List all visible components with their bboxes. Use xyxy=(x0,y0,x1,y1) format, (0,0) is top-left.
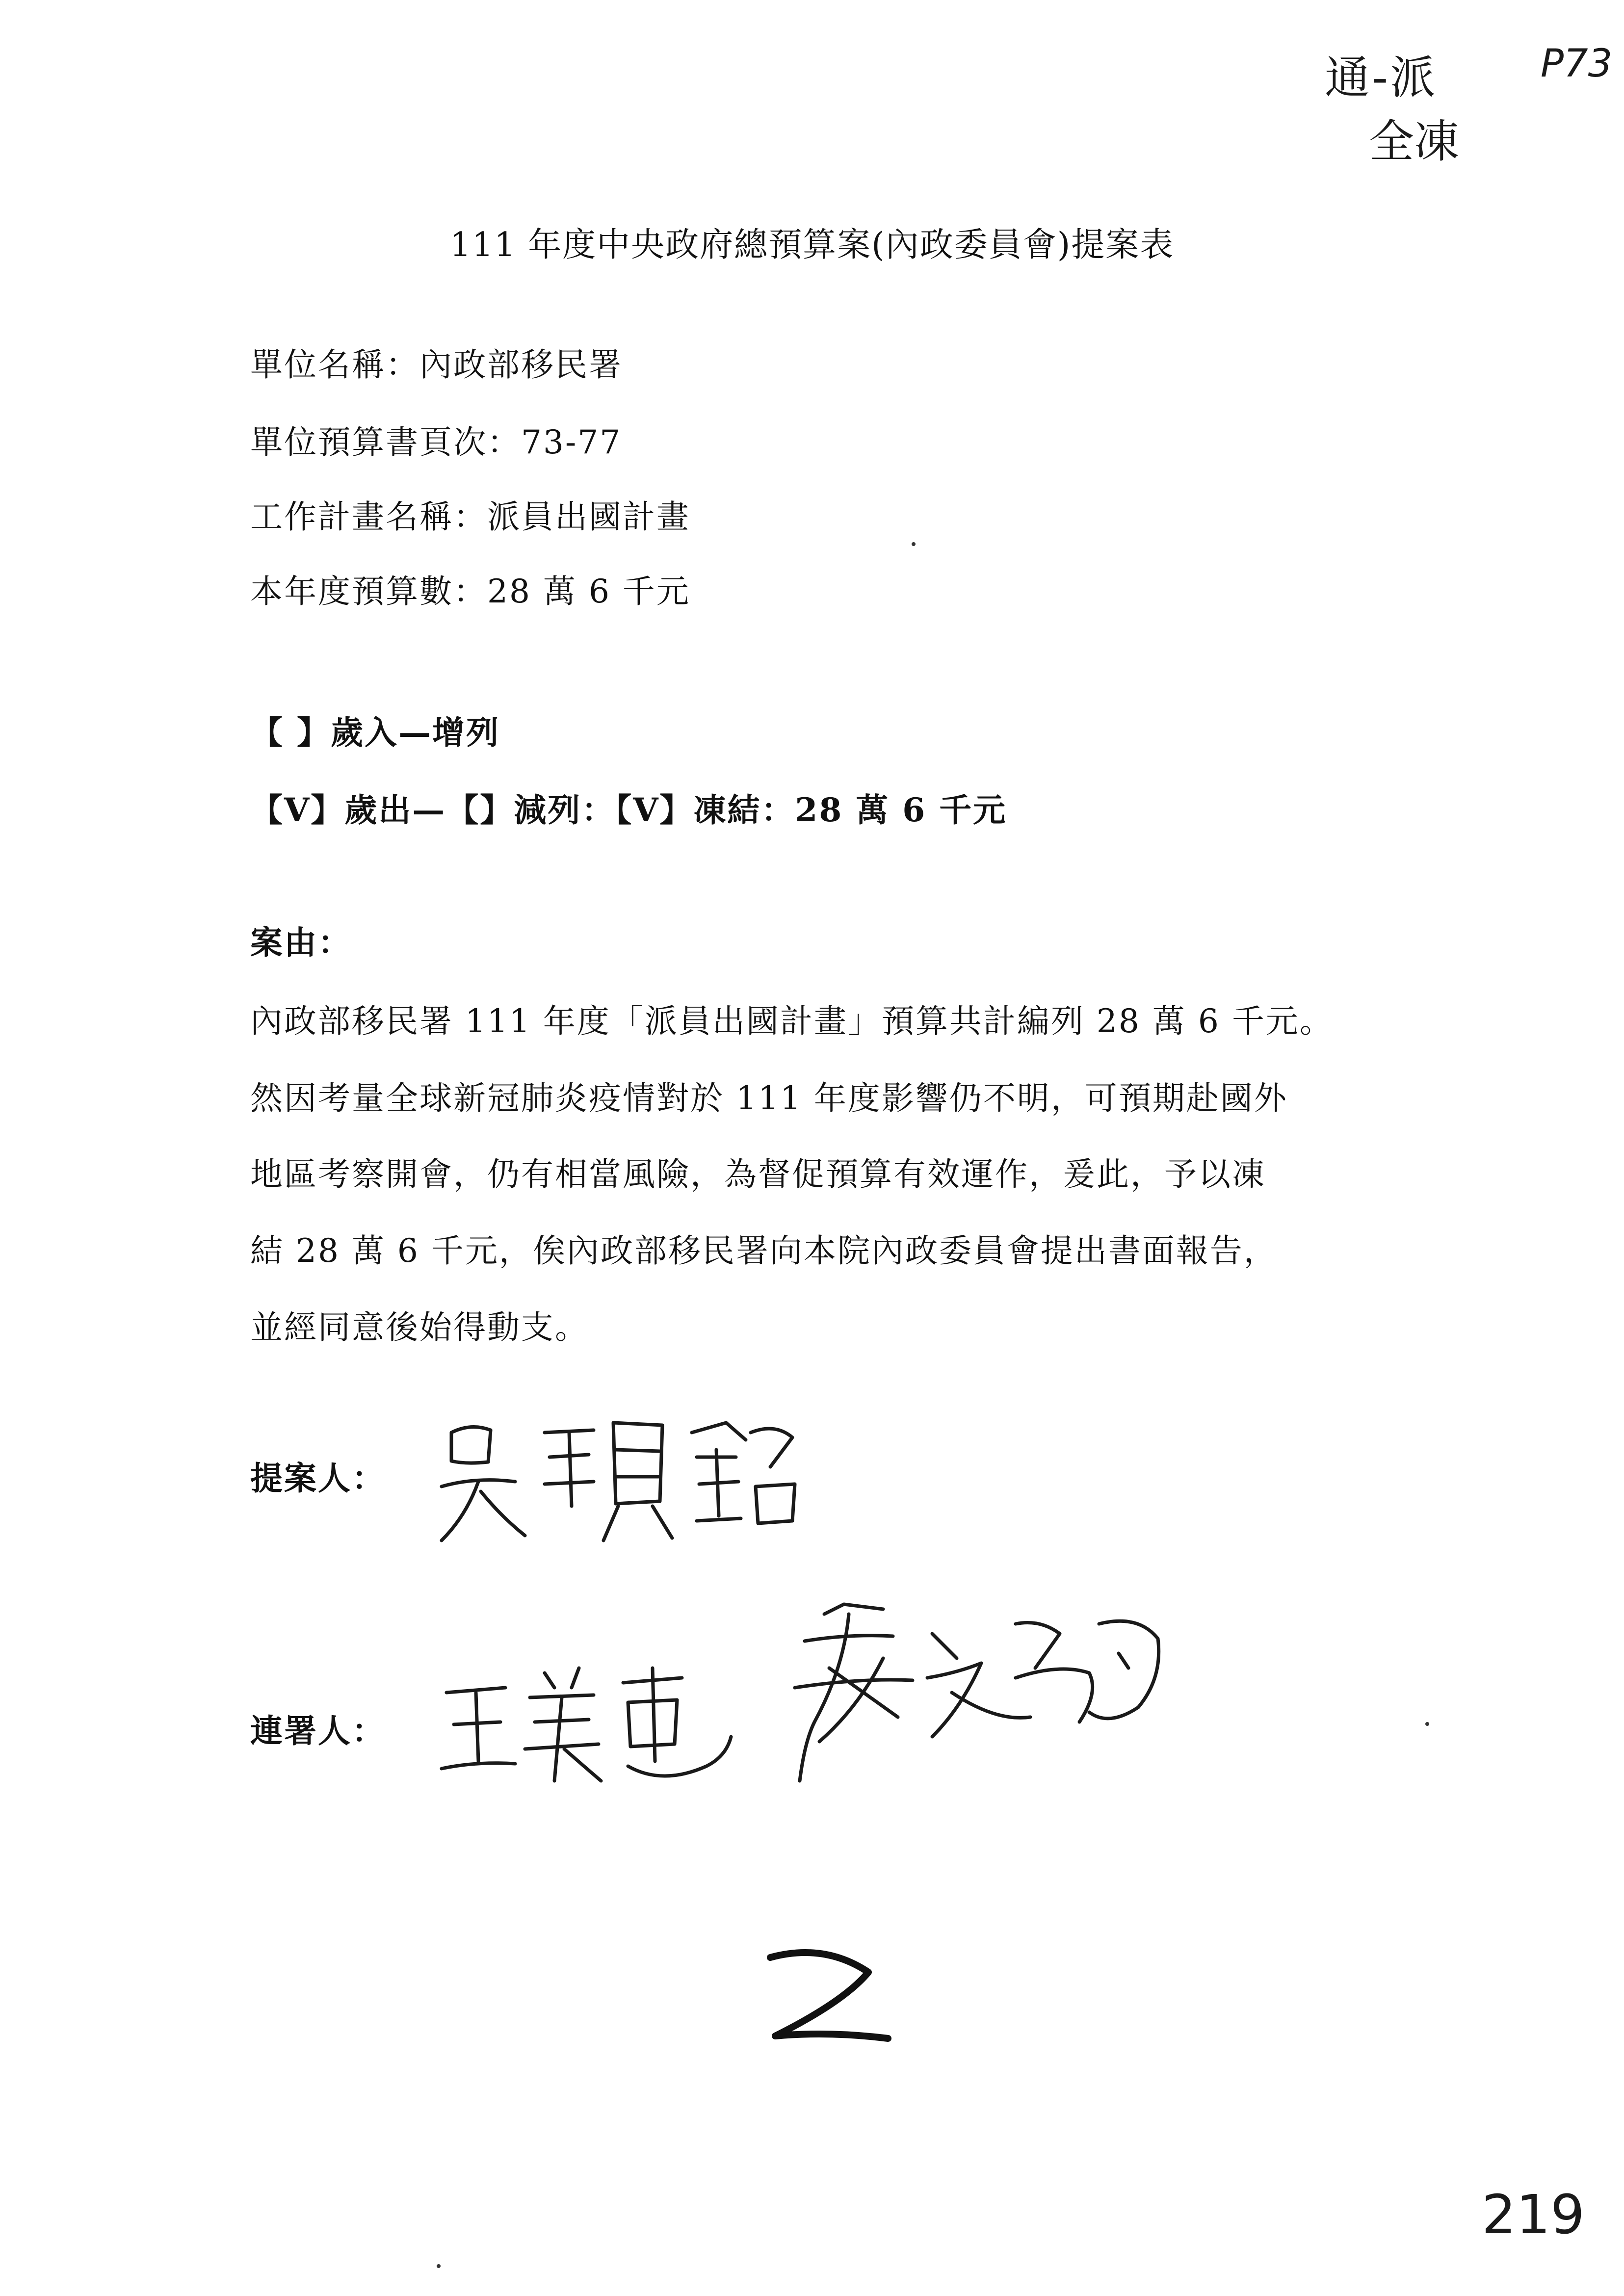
handwritten-note-freeze: 全凍 xyxy=(1369,115,1460,168)
proposer-label: 提案人： xyxy=(250,1459,386,1497)
cosigner-signature-1 xyxy=(432,1639,736,1800)
plan-name-field: 工作計畫名稱：派員出國計畫 xyxy=(250,498,690,536)
expense-category-line: 【V】歲出—【】減列：【V】凍結：28 萬 6 千元 xyxy=(250,791,1007,829)
handwritten-note-top: 通-派 xyxy=(1325,52,1438,104)
handwritten-number xyxy=(756,1938,903,2061)
proposer-signature xyxy=(432,1403,805,1560)
reason-line: 然因考量全球新冠肺炎疫情對於 111 年度影響仍不明，可預期赴國外 xyxy=(250,1079,1288,1117)
reason-line: 地區考察開會，仍有相當風險，為督促預算有效運作，爰此，予以凍 xyxy=(250,1155,1266,1193)
handwritten-page-code: P73 xyxy=(1541,42,1613,86)
scan-speck xyxy=(912,542,916,546)
cosigner-label: 連署人： xyxy=(250,1712,386,1750)
scan-speck xyxy=(437,2264,441,2268)
reason-line: 結 28 萬 6 千元，俟內政部移民署向本院內政委員會提出書面報告， xyxy=(250,1232,1278,1270)
unit-name-field: 單位名稱：內政部移民署 xyxy=(250,346,623,384)
budget-pages-field: 單位預算書頁次：73-77 xyxy=(250,423,622,461)
revenue-category-line: 【 】歲入—增列 xyxy=(250,713,500,752)
page-number: 219 xyxy=(1482,2183,1585,2246)
scan-speck xyxy=(1425,1722,1429,1726)
reason-line: 並經同意後始得動支。 xyxy=(250,1308,589,1346)
reason-line: 內政部移民署 111 年度「派員出國計畫」預算共計編列 28 萬 6 千元。 xyxy=(250,1002,1334,1040)
reason-heading: 案由： xyxy=(250,923,352,962)
budget-amount-field: 本年度預算數：28 萬 6 千元 xyxy=(250,573,690,610)
cosigner-signature-2 xyxy=(785,1594,1168,1800)
document-title: 111 年度中央政府總預算案(內政委員會)提案表 xyxy=(449,226,1175,264)
